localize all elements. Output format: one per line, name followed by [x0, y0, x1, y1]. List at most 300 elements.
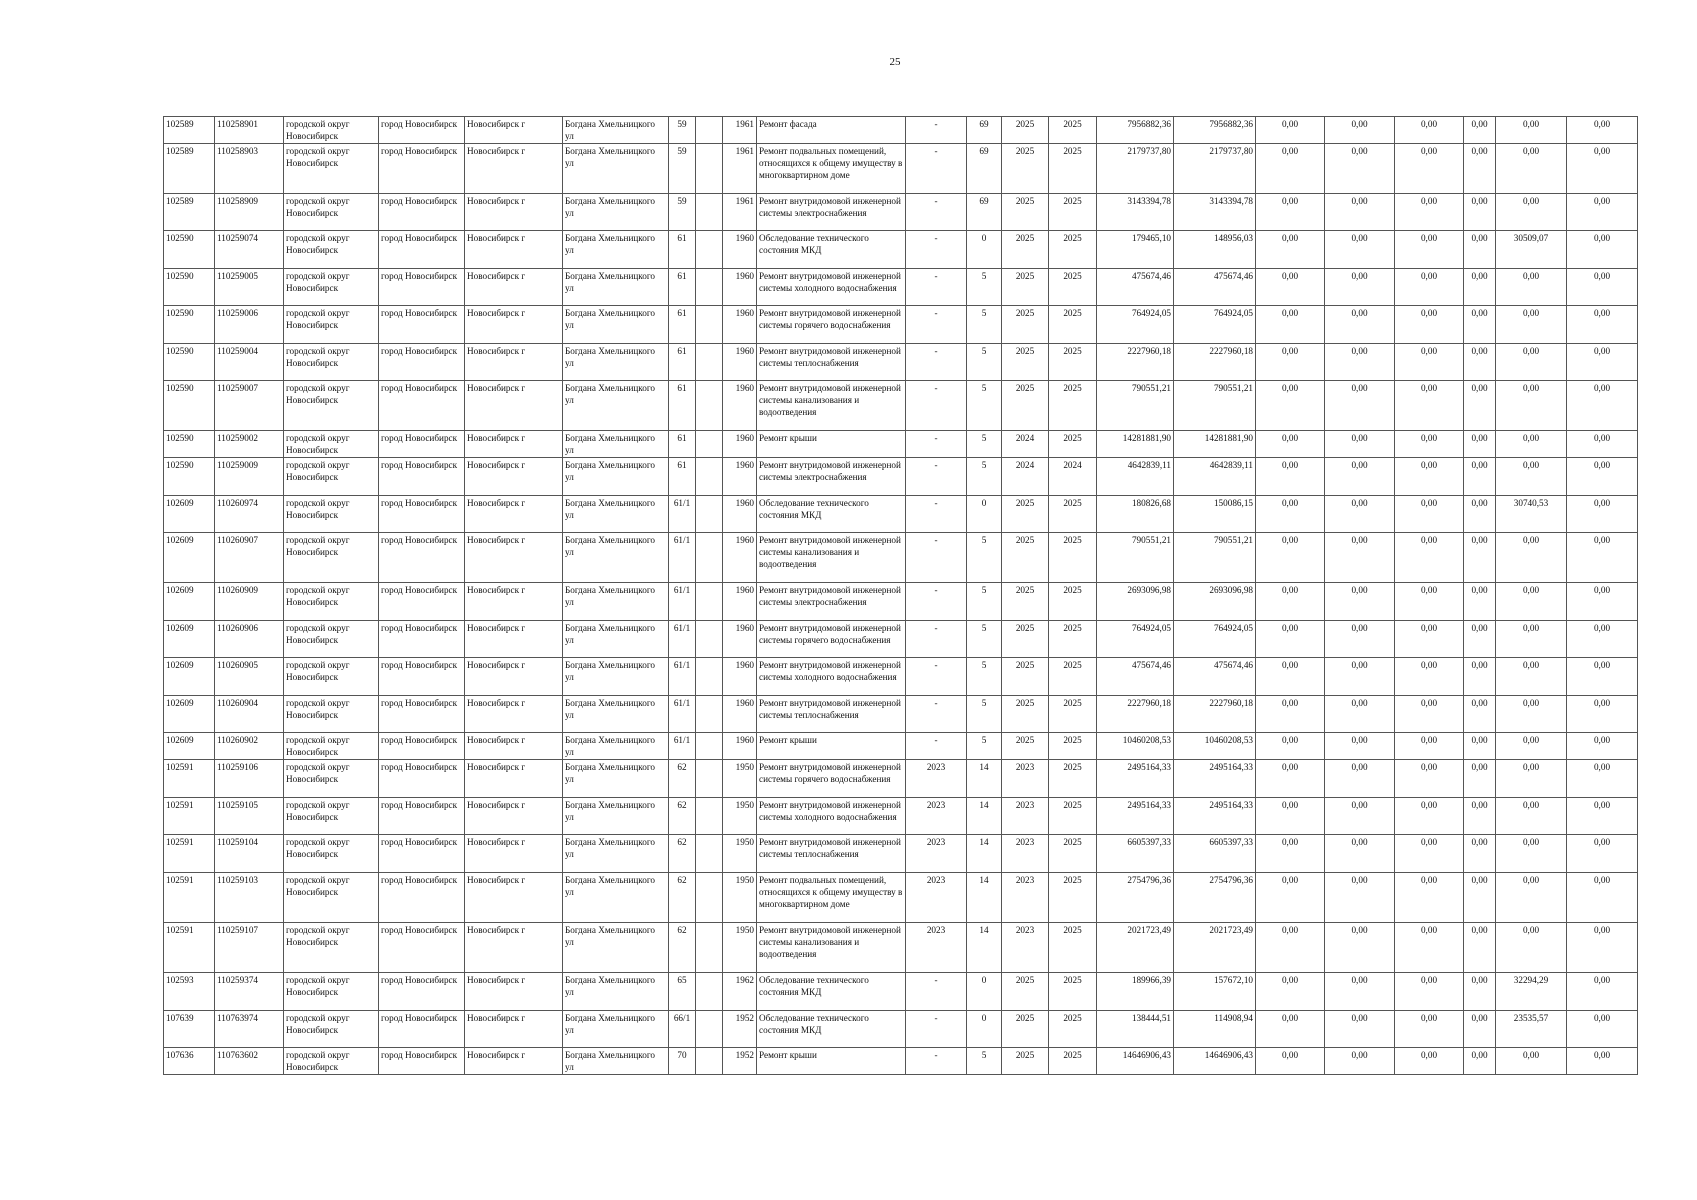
- cell-locality: Новосибирск г: [465, 117, 563, 144]
- cell-plan-year-start: 2024: [1002, 431, 1049, 458]
- cell-federal-budget: 0,00: [1256, 117, 1325, 144]
- cell-building: [696, 923, 723, 973]
- cell-house-number: 65: [669, 973, 696, 1011]
- cell-locality: Новосибирск г: [465, 923, 563, 973]
- cell-last-repair-year: -: [906, 344, 967, 381]
- cell-regional-budget: 0,00: [1325, 431, 1395, 458]
- cell-owner-funds: 0,00: [1496, 117, 1567, 144]
- cell-house-number: 61: [669, 269, 696, 306]
- cell-total-cost: 475674,46: [1097, 658, 1174, 696]
- cell-settlement: город Новосибирск: [379, 144, 465, 194]
- cell-locality: Новосибирск г: [465, 269, 563, 306]
- cell-build-year: 1961: [723, 144, 757, 194]
- cell-other-sources: 0,00: [1464, 923, 1496, 973]
- cell-regional-budget: 0,00: [1325, 231, 1395, 269]
- cell-regional-fund: 790551,21: [1174, 381, 1256, 431]
- cell-federal-budget: 0,00: [1256, 231, 1325, 269]
- cell-locality: Новосибирск г: [465, 583, 563, 621]
- cell-other-sources: 0,00: [1464, 798, 1496, 835]
- cell-locality: Новосибирск г: [465, 231, 563, 269]
- cell-last-repair-year: 2023: [906, 873, 967, 923]
- cell-last-repair-year: -: [906, 496, 967, 533]
- cell-plan-year-start: 2023: [1002, 760, 1049, 798]
- cell-building: [696, 194, 723, 231]
- cell-settlement: город Новосибирск: [379, 621, 465, 658]
- cell-object-code: 110259105: [215, 798, 284, 835]
- cell-building: [696, 496, 723, 533]
- table-row: [164, 344, 1638, 381]
- cell-other-sources: 0,00: [1464, 760, 1496, 798]
- cell-total-cost: 10460208,53: [1097, 733, 1174, 760]
- table-row: [164, 231, 1638, 269]
- cell-settlement: город Новосибирск: [379, 269, 465, 306]
- cell-plan-year-start: 2025: [1002, 621, 1049, 658]
- cell-regional-fund: 7956882,36: [1174, 117, 1256, 144]
- cell-row-id: 107636: [164, 1048, 215, 1075]
- cell-street: Богдана Хмельницкого ул: [563, 144, 669, 194]
- cell-federal-budget: 0,00: [1256, 923, 1325, 973]
- cell-plan-year-start: 2025: [1002, 496, 1049, 533]
- table-row: [164, 760, 1638, 798]
- cell-municipality: городской округ Новосибирск: [284, 496, 379, 533]
- cell-total-cost: 6605397,33: [1097, 835, 1174, 873]
- cell-federal-budget: 0,00: [1256, 496, 1325, 533]
- cell-object-code: 110763602: [215, 1048, 284, 1075]
- cell-municipality: городской округ Новосибирск: [284, 973, 379, 1011]
- cell-row-id: 102589: [164, 144, 215, 194]
- cell-building: [696, 760, 723, 798]
- cell-total-cost: 2495164,33: [1097, 798, 1174, 835]
- cell-row-id: 102591: [164, 798, 215, 835]
- cell-local-budget: 0,00: [1395, 144, 1464, 194]
- cell-municipality: городской округ Новосибирск: [284, 306, 379, 344]
- cell-regional-fund: 10460208,53: [1174, 733, 1256, 760]
- cell-wear-percent: 5: [967, 306, 1002, 344]
- cell-building: [696, 798, 723, 835]
- cell-work-type: Ремонт внутридомовой инженерной системы холодного водоснабжения: [757, 269, 906, 306]
- cell-federal-budget: 0,00: [1256, 1011, 1325, 1048]
- cell-settlement: город Новосибирск: [379, 458, 465, 496]
- cell-building: [696, 873, 723, 923]
- cell-last-repair-year: 2023: [906, 835, 967, 873]
- cell-owner-funds: 0,00: [1496, 269, 1567, 306]
- cell-regional-fund: 475674,46: [1174, 658, 1256, 696]
- cell-owner-funds: 0,00: [1496, 835, 1567, 873]
- cell-wear-percent: 5: [967, 733, 1002, 760]
- cell-other-sources: 0,00: [1464, 583, 1496, 621]
- cell-row-id: 102609: [164, 533, 215, 583]
- cell-build-year: 1960: [723, 583, 757, 621]
- cell-plan-year-start: 2025: [1002, 194, 1049, 231]
- cell-build-year: 1950: [723, 760, 757, 798]
- cell-work-type: Ремонт внутридомовой инженерной системы горячего водоснабжения: [757, 621, 906, 658]
- cell-owner-funds: 0,00: [1496, 923, 1567, 973]
- cell-last-repair-year: -: [906, 583, 967, 621]
- cell-regional-budget: 0,00: [1325, 1048, 1395, 1075]
- cell-regional-fund: 2495164,33: [1174, 760, 1256, 798]
- cell-federal-budget: 0,00: [1256, 458, 1325, 496]
- cell-total-cost: 764924,05: [1097, 306, 1174, 344]
- cell-settlement: город Новосибирск: [379, 873, 465, 923]
- cell-street: Богдана Хмельницкого ул: [563, 1048, 669, 1075]
- cell-building: [696, 733, 723, 760]
- table-row: [164, 269, 1638, 306]
- cell-regional-fund: 148956,03: [1174, 231, 1256, 269]
- cell-plan-year-end: 2025: [1049, 231, 1097, 269]
- cell-build-year: 1960: [723, 658, 757, 696]
- cell-municipality: городской округ Новосибирск: [284, 533, 379, 583]
- cell-regional-budget: 0,00: [1325, 873, 1395, 923]
- cell-plan-year-end: 2025: [1049, 117, 1097, 144]
- cell-settlement: город Новосибирск: [379, 835, 465, 873]
- table-row: [164, 1011, 1638, 1048]
- cell-last-repair-year: -: [906, 696, 967, 733]
- cell-row-id: 102591: [164, 760, 215, 798]
- cell-work-type: Ремонт внутридомовой инженерной системы электроснабжения: [757, 583, 906, 621]
- cell-regional-budget: 0,00: [1325, 760, 1395, 798]
- cell-last-repair-year: -: [906, 621, 967, 658]
- cell-regional-budget: 0,00: [1325, 269, 1395, 306]
- cell-regional-fund: 2021723,49: [1174, 923, 1256, 973]
- cell-regional-budget: 0,00: [1325, 696, 1395, 733]
- cell-reserve: 0,00: [1567, 144, 1638, 194]
- cell-house-number: 59: [669, 117, 696, 144]
- cell-building: [696, 344, 723, 381]
- table-row: [164, 798, 1638, 835]
- cell-local-budget: 0,00: [1395, 1048, 1464, 1075]
- cell-reserve: 0,00: [1567, 621, 1638, 658]
- cell-local-budget: 0,00: [1395, 431, 1464, 458]
- cell-street: Богдана Хмельницкого ул: [563, 458, 669, 496]
- cell-regional-fund: 2495164,33: [1174, 798, 1256, 835]
- cell-street: Богдана Хмельницкого ул: [563, 658, 669, 696]
- cell-locality: Новосибирск г: [465, 658, 563, 696]
- cell-municipality: городской округ Новосибирск: [284, 344, 379, 381]
- cell-regional-fund: 2227960,18: [1174, 696, 1256, 733]
- cell-building: [696, 621, 723, 658]
- table-row: [164, 1048, 1638, 1075]
- cell-regional-fund: 2227960,18: [1174, 344, 1256, 381]
- cell-owner-funds: 0,00: [1496, 194, 1567, 231]
- cell-object-code: 110260974: [215, 496, 284, 533]
- cell-municipality: городской округ Новосибирск: [284, 1048, 379, 1075]
- cell-last-repair-year: -: [906, 117, 967, 144]
- cell-house-number: 62: [669, 923, 696, 973]
- cell-object-code: 110258903: [215, 144, 284, 194]
- cell-plan-year-end: 2025: [1049, 144, 1097, 194]
- cell-plan-year-start: 2025: [1002, 231, 1049, 269]
- cell-building: [696, 835, 723, 873]
- cell-other-sources: 0,00: [1464, 458, 1496, 496]
- cell-reserve: 0,00: [1567, 1011, 1638, 1048]
- cell-municipality: городской округ Новосибирск: [284, 458, 379, 496]
- cell-row-id: 102591: [164, 923, 215, 973]
- cell-house-number: 61: [669, 431, 696, 458]
- cell-build-year: 1950: [723, 923, 757, 973]
- cell-wear-percent: 5: [967, 431, 1002, 458]
- cell-house-number: 61/1: [669, 696, 696, 733]
- cell-total-cost: 790551,21: [1097, 381, 1174, 431]
- cell-row-id: 102590: [164, 231, 215, 269]
- cell-row-id: 102589: [164, 117, 215, 144]
- cell-local-budget: 0,00: [1395, 194, 1464, 231]
- cell-last-repair-year: -: [906, 381, 967, 431]
- cell-build-year: 1960: [723, 621, 757, 658]
- cell-build-year: 1960: [723, 344, 757, 381]
- cell-house-number: 62: [669, 873, 696, 923]
- cell-other-sources: 0,00: [1464, 144, 1496, 194]
- cell-other-sources: 0,00: [1464, 973, 1496, 1011]
- cell-federal-budget: 0,00: [1256, 194, 1325, 231]
- cell-local-budget: 0,00: [1395, 798, 1464, 835]
- cell-settlement: город Новосибирск: [379, 923, 465, 973]
- cell-reserve: 0,00: [1567, 583, 1638, 621]
- cell-owner-funds: 0,00: [1496, 873, 1567, 923]
- cell-locality: Новосибирск г: [465, 1048, 563, 1075]
- cell-municipality: городской округ Новосибирск: [284, 194, 379, 231]
- cell-plan-year-start: 2024: [1002, 458, 1049, 496]
- cell-build-year: 1960: [723, 458, 757, 496]
- cell-regional-fund: 2754796,36: [1174, 873, 1256, 923]
- cell-reserve: 0,00: [1567, 269, 1638, 306]
- page-number: 25: [889, 56, 901, 68]
- cell-wear-percent: 69: [967, 194, 1002, 231]
- cell-object-code: 110259106: [215, 760, 284, 798]
- cell-owner-funds: 0,00: [1496, 583, 1567, 621]
- cell-reserve: 0,00: [1567, 1048, 1638, 1075]
- cell-work-type: Обследование технического состояния МКД: [757, 973, 906, 1011]
- cell-municipality: городской округ Новосибирск: [284, 1011, 379, 1048]
- cell-reserve: 0,00: [1567, 496, 1638, 533]
- cell-regional-fund: 14646906,43: [1174, 1048, 1256, 1075]
- cell-locality: Новосибирск г: [465, 194, 563, 231]
- cell-wear-percent: 5: [967, 621, 1002, 658]
- cell-local-budget: 0,00: [1395, 923, 1464, 973]
- cell-locality: Новосибирск г: [465, 306, 563, 344]
- cell-regional-fund: 475674,46: [1174, 269, 1256, 306]
- cell-locality: Новосибирск г: [465, 760, 563, 798]
- cell-other-sources: 0,00: [1464, 269, 1496, 306]
- cell-last-repair-year: -: [906, 144, 967, 194]
- table-row: [164, 496, 1638, 533]
- cell-plan-year-start: 2025: [1002, 344, 1049, 381]
- table-row: [164, 533, 1638, 583]
- cell-settlement: город Новосибирск: [379, 696, 465, 733]
- cell-wear-percent: 0: [967, 231, 1002, 269]
- cell-locality: Новосибирск г: [465, 798, 563, 835]
- cell-row-id: 102609: [164, 733, 215, 760]
- cell-federal-budget: 0,00: [1256, 798, 1325, 835]
- cell-object-code: 110259006: [215, 306, 284, 344]
- cell-reserve: 0,00: [1567, 533, 1638, 583]
- cell-total-cost: 475674,46: [1097, 269, 1174, 306]
- cell-owner-funds: 30509,07: [1496, 231, 1567, 269]
- cell-house-number: 61/1: [669, 496, 696, 533]
- cell-street: Богдана Хмельницкого ул: [563, 696, 669, 733]
- cell-reserve: 0,00: [1567, 798, 1638, 835]
- cell-wear-percent: 5: [967, 269, 1002, 306]
- cell-municipality: городской округ Новосибирск: [284, 431, 379, 458]
- cell-other-sources: 0,00: [1464, 194, 1496, 231]
- cell-last-repair-year: -: [906, 231, 967, 269]
- cell-federal-budget: 0,00: [1256, 733, 1325, 760]
- cell-work-type: Ремонт внутридомовой инженерной системы канализования и водоотведения: [757, 923, 906, 973]
- cell-last-repair-year: -: [906, 658, 967, 696]
- cell-row-id: 102590: [164, 431, 215, 458]
- cell-plan-year-start: 2025: [1002, 269, 1049, 306]
- cell-local-budget: 0,00: [1395, 381, 1464, 431]
- cell-house-number: 62: [669, 835, 696, 873]
- cell-reserve: 0,00: [1567, 658, 1638, 696]
- cell-object-code: 110258909: [215, 194, 284, 231]
- table-row: [164, 306, 1638, 344]
- cell-wear-percent: 5: [967, 344, 1002, 381]
- cell-last-repair-year: -: [906, 1048, 967, 1075]
- cell-other-sources: 0,00: [1464, 696, 1496, 733]
- cell-house-number: 61: [669, 381, 696, 431]
- cell-work-type: Ремонт внутридомовой инженерной системы канализования и водоотведения: [757, 381, 906, 431]
- cell-work-type: Ремонт внутридомовой инженерной системы теплоснабжения: [757, 696, 906, 733]
- cell-street: Богдана Хмельницкого ул: [563, 1011, 669, 1048]
- cell-row-id: 102609: [164, 496, 215, 533]
- cell-object-code: 110260902: [215, 733, 284, 760]
- cell-other-sources: 0,00: [1464, 873, 1496, 923]
- cell-total-cost: 14281881,90: [1097, 431, 1174, 458]
- cell-federal-budget: 0,00: [1256, 533, 1325, 583]
- cell-reserve: 0,00: [1567, 760, 1638, 798]
- cell-plan-year-end: 2025: [1049, 583, 1097, 621]
- cell-house-number: 61: [669, 306, 696, 344]
- cell-other-sources: 0,00: [1464, 496, 1496, 533]
- cell-locality: Новосибирск г: [465, 696, 563, 733]
- cell-reserve: 0,00: [1567, 344, 1638, 381]
- cell-build-year: 1960: [723, 231, 757, 269]
- cell-building: [696, 533, 723, 583]
- cell-municipality: городской округ Новосибирск: [284, 923, 379, 973]
- cell-last-repair-year: -: [906, 533, 967, 583]
- cell-wear-percent: 5: [967, 533, 1002, 583]
- cell-building: [696, 431, 723, 458]
- cell-local-budget: 0,00: [1395, 621, 1464, 658]
- cell-regional-budget: 0,00: [1325, 144, 1395, 194]
- cell-total-cost: 4642839,11: [1097, 458, 1174, 496]
- cell-regional-budget: 0,00: [1325, 381, 1395, 431]
- cell-settlement: город Новосибирск: [379, 533, 465, 583]
- cell-total-cost: 2227960,18: [1097, 696, 1174, 733]
- cell-total-cost: 2693096,98: [1097, 583, 1174, 621]
- cell-street: Богдана Хмельницкого ул: [563, 381, 669, 431]
- cell-owner-funds: 32294,29: [1496, 973, 1567, 1011]
- cell-locality: Новосибирск г: [465, 458, 563, 496]
- cell-owner-funds: 0,00: [1496, 306, 1567, 344]
- cell-municipality: городской округ Новосибирск: [284, 835, 379, 873]
- cell-work-type: Ремонт внутридомовой инженерной системы холодного водоснабжения: [757, 798, 906, 835]
- cell-other-sources: 0,00: [1464, 231, 1496, 269]
- cell-municipality: городской округ Новосибирск: [284, 144, 379, 194]
- cell-locality: Новосибирск г: [465, 733, 563, 760]
- cell-work-type: Ремонт крыши: [757, 733, 906, 760]
- cell-wear-percent: 5: [967, 696, 1002, 733]
- cell-regional-budget: 0,00: [1325, 344, 1395, 381]
- cell-plan-year-end: 2025: [1049, 381, 1097, 431]
- cell-local-budget: 0,00: [1395, 306, 1464, 344]
- cell-plan-year-end: 2025: [1049, 1048, 1097, 1075]
- cell-wear-percent: 0: [967, 973, 1002, 1011]
- cell-federal-budget: 0,00: [1256, 696, 1325, 733]
- repair-registry-table: [163, 116, 1638, 1075]
- cell-last-repair-year: 2023: [906, 798, 967, 835]
- cell-plan-year-start: 2023: [1002, 923, 1049, 973]
- cell-build-year: 1961: [723, 117, 757, 144]
- cell-row-id: 102609: [164, 583, 215, 621]
- cell-work-type: Ремонт внутридомовой инженерной системы горячего водоснабжения: [757, 306, 906, 344]
- cell-last-repair-year: -: [906, 269, 967, 306]
- cell-other-sources: 0,00: [1464, 344, 1496, 381]
- cell-house-number: 59: [669, 144, 696, 194]
- cell-reserve: 0,00: [1567, 231, 1638, 269]
- cell-work-type: Ремонт крыши: [757, 431, 906, 458]
- cell-build-year: 1960: [723, 733, 757, 760]
- cell-plan-year-end: 2025: [1049, 269, 1097, 306]
- cell-building: [696, 117, 723, 144]
- cell-street: Богдана Хмельницкого ул: [563, 923, 669, 973]
- cell-work-type: Ремонт внутридомовой инженерной системы электроснабжения: [757, 458, 906, 496]
- cell-regional-budget: 0,00: [1325, 194, 1395, 231]
- cell-wear-percent: 5: [967, 583, 1002, 621]
- table-row: [164, 733, 1638, 760]
- cell-last-repair-year: -: [906, 733, 967, 760]
- cell-municipality: городской округ Новосибирск: [284, 733, 379, 760]
- cell-federal-budget: 0,00: [1256, 658, 1325, 696]
- cell-wear-percent: 14: [967, 835, 1002, 873]
- cell-federal-budget: 0,00: [1256, 381, 1325, 431]
- cell-build-year: 1950: [723, 873, 757, 923]
- cell-owner-funds: 0,00: [1496, 431, 1567, 458]
- cell-row-id: 102590: [164, 306, 215, 344]
- cell-local-budget: 0,00: [1395, 1011, 1464, 1048]
- cell-settlement: город Новосибирск: [379, 798, 465, 835]
- cell-other-sources: 0,00: [1464, 835, 1496, 873]
- cell-row-id: 102590: [164, 458, 215, 496]
- cell-row-id: 102589: [164, 194, 215, 231]
- cell-row-id: 102591: [164, 835, 215, 873]
- cell-work-type: Ремонт внутридомовой инженерной системы теплоснабжения: [757, 835, 906, 873]
- cell-build-year: 1952: [723, 1048, 757, 1075]
- cell-regional-budget: 0,00: [1325, 533, 1395, 583]
- cell-locality: Новосибирск г: [465, 381, 563, 431]
- cell-row-id: 102590: [164, 381, 215, 431]
- table-row: [164, 381, 1638, 431]
- cell-plan-year-start: 2025: [1002, 306, 1049, 344]
- cell-building: [696, 269, 723, 306]
- cell-building: [696, 458, 723, 496]
- cell-settlement: город Новосибирск: [379, 760, 465, 798]
- cell-building: [696, 696, 723, 733]
- cell-municipality: городской округ Новосибирск: [284, 381, 379, 431]
- cell-municipality: городской округ Новосибирск: [284, 798, 379, 835]
- cell-regional-fund: 150086,15: [1174, 496, 1256, 533]
- cell-building: [696, 231, 723, 269]
- cell-street: Богдана Хмельницкого ул: [563, 973, 669, 1011]
- cell-street: Богдана Хмельницкого ул: [563, 760, 669, 798]
- cell-street: Богдана Хмельницкого ул: [563, 873, 669, 923]
- cell-house-number: 61: [669, 344, 696, 381]
- cell-plan-year-end: 2025: [1049, 344, 1097, 381]
- cell-federal-budget: 0,00: [1256, 144, 1325, 194]
- cell-object-code: 110259104: [215, 835, 284, 873]
- cell-last-repair-year: -: [906, 458, 967, 496]
- cell-plan-year-start: 2023: [1002, 873, 1049, 923]
